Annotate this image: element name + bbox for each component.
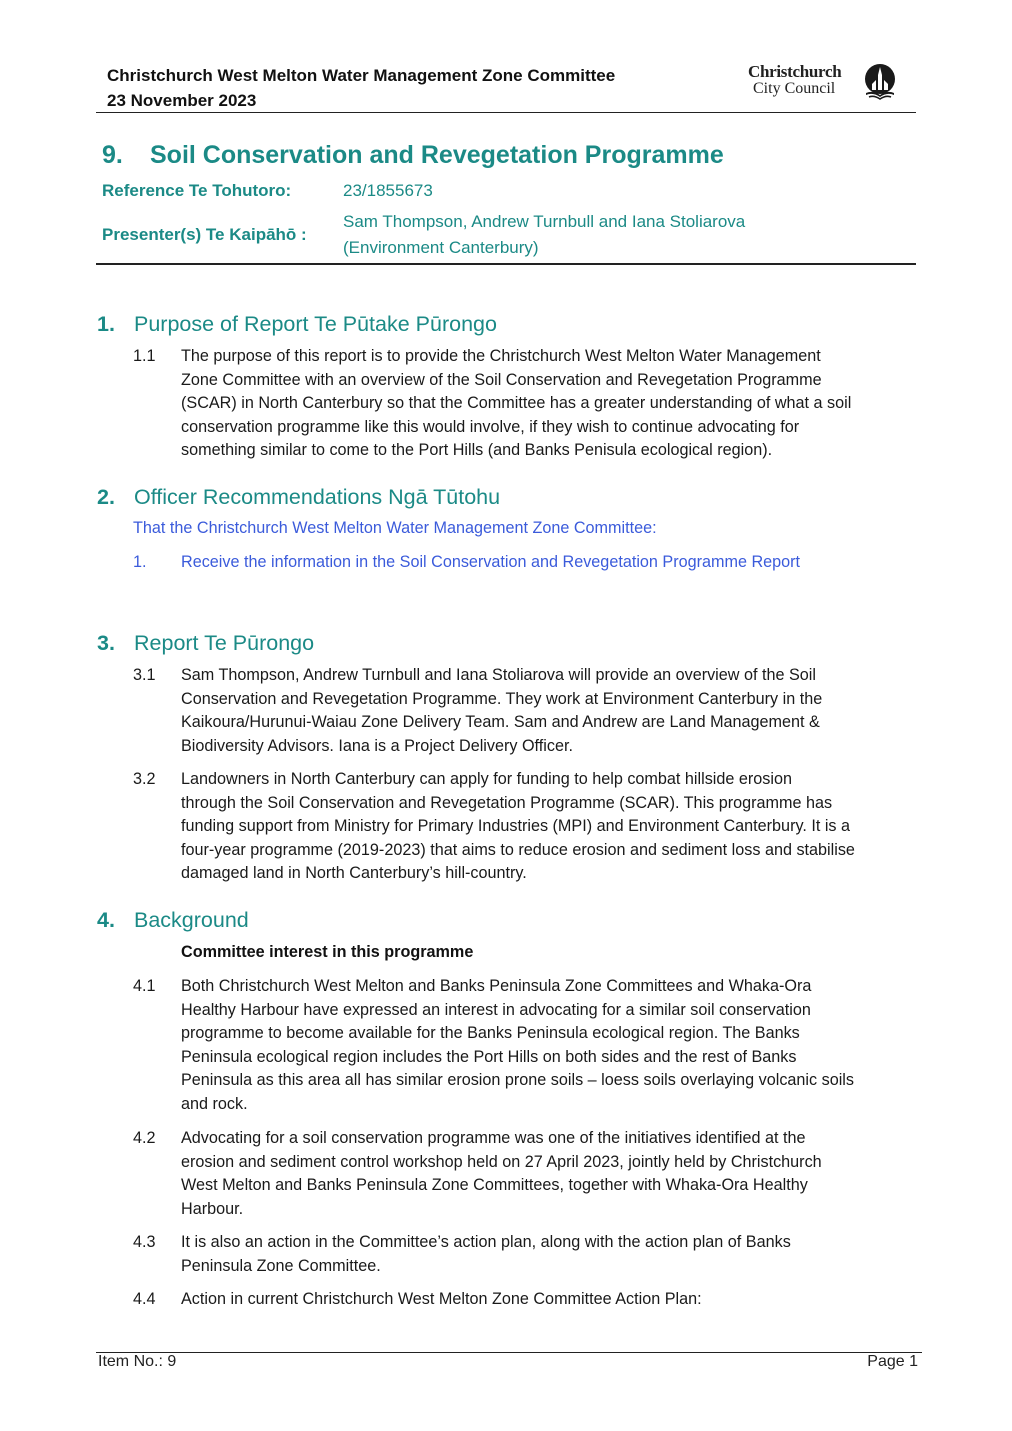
text-line: It is also an action in the Committee’s action plan, along with the action plan of Banks: [181, 1233, 791, 1251]
section-1-heading: [97, 312, 497, 337]
text-line: Sam Thompson, Andrew Turnbull and Iana Stoliarova will provide an overview of the Soil: [181, 666, 816, 684]
text-line: through the Soil Conservation and Revegetation Programme (SCAR). This programme has: [181, 793, 833, 812]
text-line: and rock.: [181, 1094, 248, 1113]
paragraph-4-2: [133, 1127, 923, 1221]
text-line: Conservation and Revegetation Programme. They work at Environment Canterbury in the: [181, 689, 823, 708]
item-title: [102, 141, 724, 170]
paragraph-number: 1.1: [133, 347, 156, 365]
text-line: four-year programme (2019-2023) that aims to reduce erosion and sediment loss and stabilise: [181, 840, 855, 859]
section-number: 2.: [97, 485, 115, 509]
paragraph-text: [181, 1288, 923, 1312]
text-line: Peninsula as this area all has similar erosion prone soils – loess soils overlaying volcanic soils: [181, 1071, 854, 1090]
text-line: damaged land in North Canterbury’s hill-country.: [181, 864, 527, 883]
logo-text-line2: City Council: [753, 80, 836, 97]
text-line: conservation programme like this would involve, if they wish to continue advocating for: [181, 417, 800, 436]
text-line: funding support from Ministry for Primary Industries (MPI) and Environment Canterbury. It is a: [181, 817, 851, 836]
section-2-heading: [97, 485, 500, 510]
paragraph-text: [181, 664, 923, 758]
paragraph-text: [181, 345, 923, 463]
logo-text-line1: Christchurch: [748, 62, 842, 81]
recommendation-text: Receive the information in the Soil Conservation and Revegetation Programme Report: [181, 553, 801, 571]
section-title: Background: [134, 908, 249, 932]
text-line: (SCAR) in North Canterbury so that the Committee has a greater understanding of what a soil: [181, 394, 852, 413]
paragraph-1-1: [133, 345, 923, 463]
text-line: erosion and sediment control workshop held on 27 April 2023, jointly held by Christchurch: [181, 1152, 822, 1171]
section-title: Report Te Pūrongo: [134, 631, 315, 655]
section-title: Officer Recommendations Ngā Tūtohu: [134, 485, 501, 509]
text-line: Peninsula ecological region includes the Port Hills on both sides and the rest of Banks: [181, 1047, 797, 1066]
text-line: Harbour.: [181, 1199, 244, 1218]
presenter-value: [343, 209, 745, 261]
text-line: something similar to come to the Port Hills (and Banks Penisula ecological region).: [181, 441, 773, 460]
paragraph-4-3: [133, 1231, 923, 1278]
title-rule: [96, 263, 916, 265]
text-line: Biodiversity Advisors. Iana is a Project Delivery Officer.: [181, 736, 573, 755]
text-line: The purpose of this report is to provide the Christchurch West Melton Water Management: [181, 347, 821, 365]
paragraph-text: [181, 1127, 923, 1221]
document-header: [107, 63, 615, 113]
section-4-heading: [97, 908, 249, 933]
presenter-organisation: (Environment Canterbury): [343, 238, 539, 257]
section-number: 1.: [97, 312, 115, 336]
paragraph-number: 4.2: [133, 1129, 156, 1147]
text-line: Zone Committee with an overview of the Soil Conservation and Revegetation Programme: [181, 370, 822, 389]
item-number: 9.: [102, 141, 123, 169]
subheading: Committee interest in this programme: [181, 943, 474, 961]
paragraph-number: 3.1: [133, 666, 156, 684]
paragraph-text: [181, 975, 923, 1117]
recommendation-intro: That the Christchurch West Melton Water Management Zone Committee:: [133, 519, 657, 537]
paragraph-number: 3.2: [133, 770, 156, 788]
paragraph-text: [181, 1231, 923, 1278]
reference-label: Reference Te Tohutoro:: [102, 181, 292, 200]
text-line: West Melton and Banks Peninsula Zone Committees, together with Whaka-Ora Healthy: [181, 1176, 808, 1195]
cathedral-logo-icon: [860, 62, 900, 100]
paragraph-3-1: [133, 664, 923, 758]
section-number: 4.: [97, 908, 115, 932]
text-line: Peninsula Zone Committee.: [181, 1256, 381, 1275]
paragraph-number: 4.3: [133, 1233, 156, 1251]
committee-name: Christchurch West Melton Water Management Zone Committee: [107, 66, 616, 85]
text-line: Action in current Christchurch West Melton Zone Committee Action Plan:: [181, 1290, 702, 1308]
footer-rule: [96, 1352, 922, 1353]
section-title: Purpose of Report Te Pūtake Pūrongo: [134, 312, 497, 336]
recommendation-item: [133, 553, 800, 572]
presenter-names: Sam Thompson, Andrew Turnbull and Iana Stoliarova: [343, 212, 746, 231]
meeting-date: 23 November 2023: [107, 91, 257, 110]
text-line: Both Christchurch West Melton and Banks Peninsula Zone Committees and Whaka-Ora: [181, 977, 812, 995]
footer-page-number: Page 1: [867, 1353, 918, 1370]
text-line: Healthy Harbour have expressed an interest in advocating for a similar soil conservation: [181, 1000, 811, 1019]
paragraph-4-4: [133, 1288, 923, 1312]
paragraph-number: 4.1: [133, 977, 156, 995]
paragraph-4-1: [133, 975, 923, 1117]
paragraph-number: 4.4: [133, 1290, 156, 1308]
text-line: programme to become available for the Banks Peninsula ecological region. The Banks: [181, 1024, 800, 1043]
footer-item-number: Item No.: 9: [98, 1353, 177, 1370]
paragraph-3-2: [133, 768, 923, 886]
text-line: Kaikoura/Hurunui-Waiau Zone Delivery Team. Sam and Andrew are Land Management &: [181, 713, 820, 732]
paragraph-text: [181, 768, 923, 886]
presenter-label: Presenter(s) Te Kaipāhō :: [102, 225, 307, 244]
text-line: Landowners in North Canterbury can apply for funding to help combat hillside erosion: [181, 770, 792, 788]
recommendation-number: 1.: [133, 553, 147, 571]
reference-value: 23/1855673: [343, 181, 433, 200]
text-line: Advocating for a soil conservation programme was one of the initiatives identified at the: [181, 1129, 806, 1147]
section-number: 3.: [97, 631, 115, 655]
header-rule: [96, 112, 916, 113]
council-logo: [745, 62, 905, 102]
item-title-text: Soil Conservation and Revegetation Programme: [150, 141, 724, 169]
section-3-heading: [97, 631, 314, 656]
